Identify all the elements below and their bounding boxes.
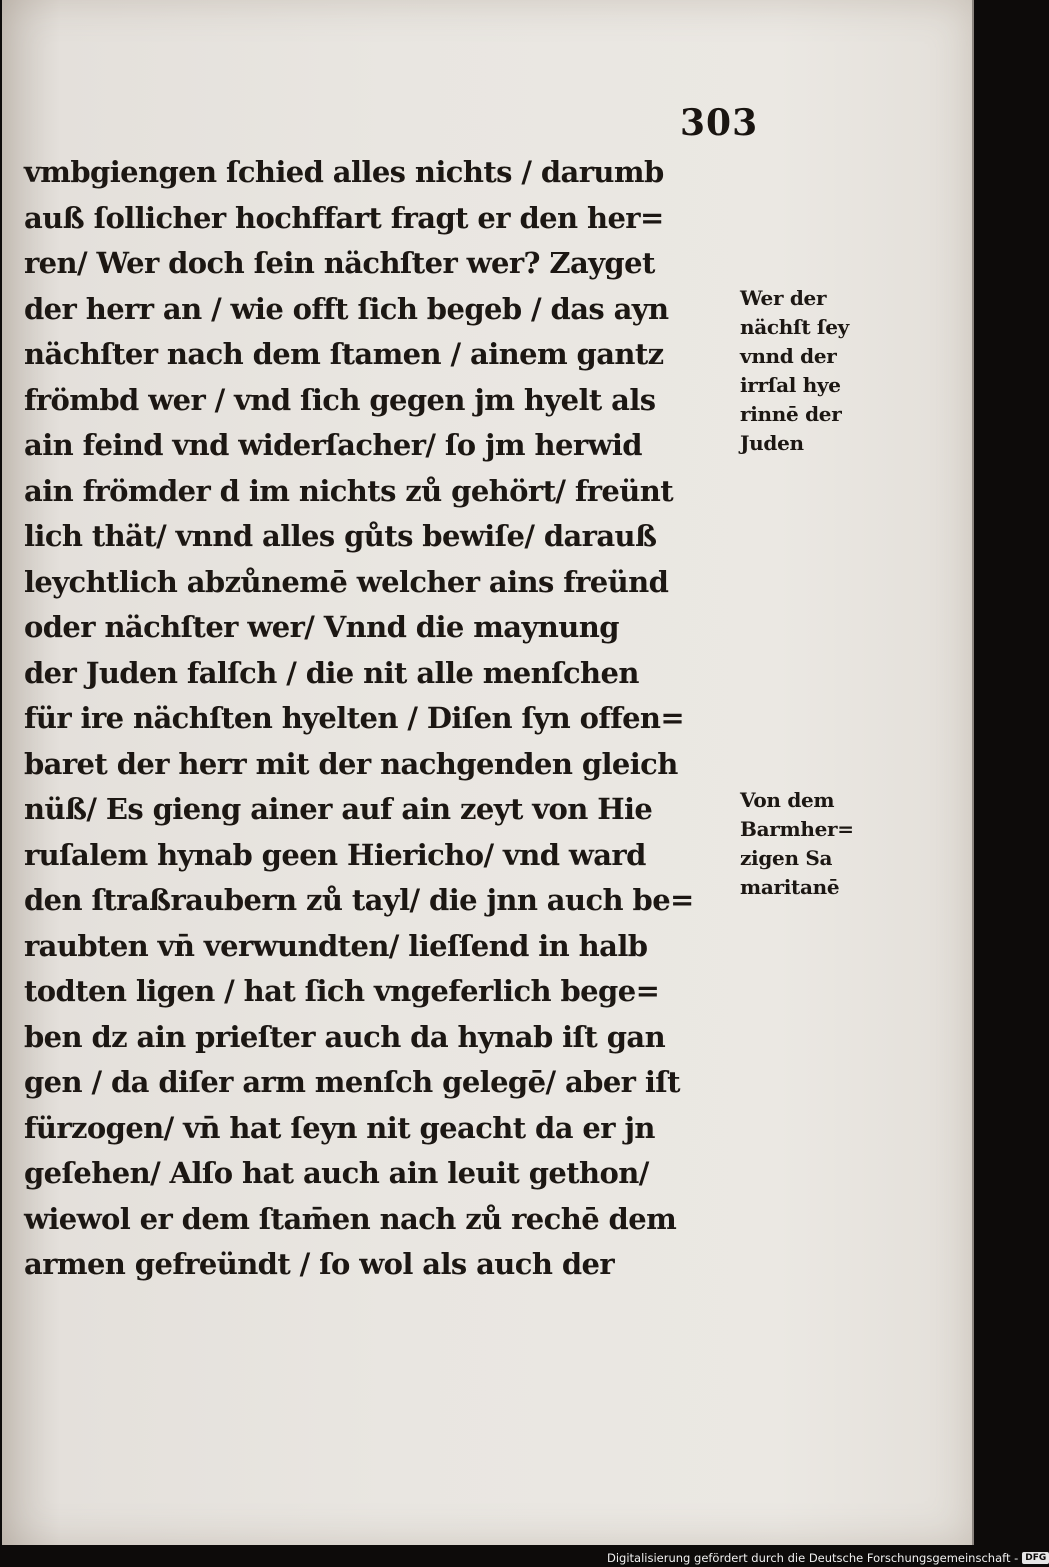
margin-note-line: zigen Sa <box>740 846 833 870</box>
text-line: der herr an / wie offt ſich begeb / das ayn <box>24 291 669 326</box>
page-number: 303 <box>680 102 759 144</box>
text-line: lich thät/ vnnd alles gůts bewiſe/ darauß <box>24 519 657 553</box>
text-line: ain frömder d im nichts zů gehört/ freünt <box>24 473 674 508</box>
margin-note-neighbor <box>740 284 910 458</box>
text-line: gen / da diſer arm menſch gelegē/ aber iſt <box>24 1065 680 1099</box>
text-line: vmbgiengen ſchied alles nichts / darumb <box>24 155 664 189</box>
funding-notice: Digitalisierung gefördert durch die Deutsche Forschungsgemeinschaft - <box>607 1551 1019 1565</box>
margin-note-line: irrſal hye <box>740 373 841 397</box>
text-line: auß ſollicher hochffart fragt er den her= <box>24 200 664 235</box>
text-line: oder nächſter wer/ Vnnd die maynung <box>24 610 619 644</box>
text-line: geſehen/ Alſo hat auch ain leuit gethon/ <box>24 1156 649 1190</box>
text-line: der Juden falſch / die nit alle menſchen <box>24 655 639 690</box>
text-line: ben dz ain prieſter auch da hynab iſt gan <box>24 1019 666 1054</box>
text-line: armen gefreündt / ſo wol als auch der <box>24 1247 615 1281</box>
text-line: für ire nächſten hyelten / Diſen ſyn offen= <box>24 701 685 735</box>
text-line: leychtlich abzůnemē welcher ains freünd <box>24 564 669 599</box>
text-line: den ſtraßraubern zů tayl/ die jnn auch be= <box>24 883 694 917</box>
text-line: wiewol er dem ſtam̄en nach zů rechē dem <box>24 1201 677 1236</box>
text-line: todten ligen / hat ſich vngeferlich bege= <box>24 974 660 1008</box>
margin-note-line: Barmher= <box>740 817 854 841</box>
dfg-logo: DFG <box>1022 1552 1049 1564</box>
margin-note-line: vnnd der <box>740 344 837 368</box>
text-line: raubten vn̄ verwundten/ lieſſend in halb <box>24 928 648 963</box>
margin-note-samaritan <box>740 786 910 902</box>
digitization-footer <box>607 1549 1049 1567</box>
text-line: ain feind vnd widerſacher/ ſo jm herwid <box>24 428 642 462</box>
text-line: ren/ Wer doch ſein nächſter wer? Zayget <box>24 246 655 280</box>
text-line: ruſalem hynab geen Hiericho/ vnd ward <box>24 837 646 872</box>
text-line: nüß/ Es gieng ainer auf ain zeyt von Hie <box>24 792 653 826</box>
margin-note-line: nächſt ſey <box>740 315 849 339</box>
text-line: fürzogen/ vn̄ hat ſeyn nit geacht da er jn <box>24 1110 655 1145</box>
margin-note-line: maritanē <box>740 875 840 899</box>
main-text-block <box>24 150 759 1288</box>
margin-note-line: Wer der <box>740 286 827 310</box>
book-page <box>2 0 974 1545</box>
margin-note-line: Juden <box>740 431 804 455</box>
text-line: baret der herr mit der nachgenden gleich <box>24 746 678 781</box>
margin-note-line: Von dem <box>740 788 835 812</box>
text-line: nächſter nach dem ſtamen / ainem gantz <box>24 337 664 371</box>
margin-note-line: rinnē der <box>740 402 842 426</box>
text-line: frömbd wer / vnd ſich gegen jm hyelt als <box>24 382 656 417</box>
